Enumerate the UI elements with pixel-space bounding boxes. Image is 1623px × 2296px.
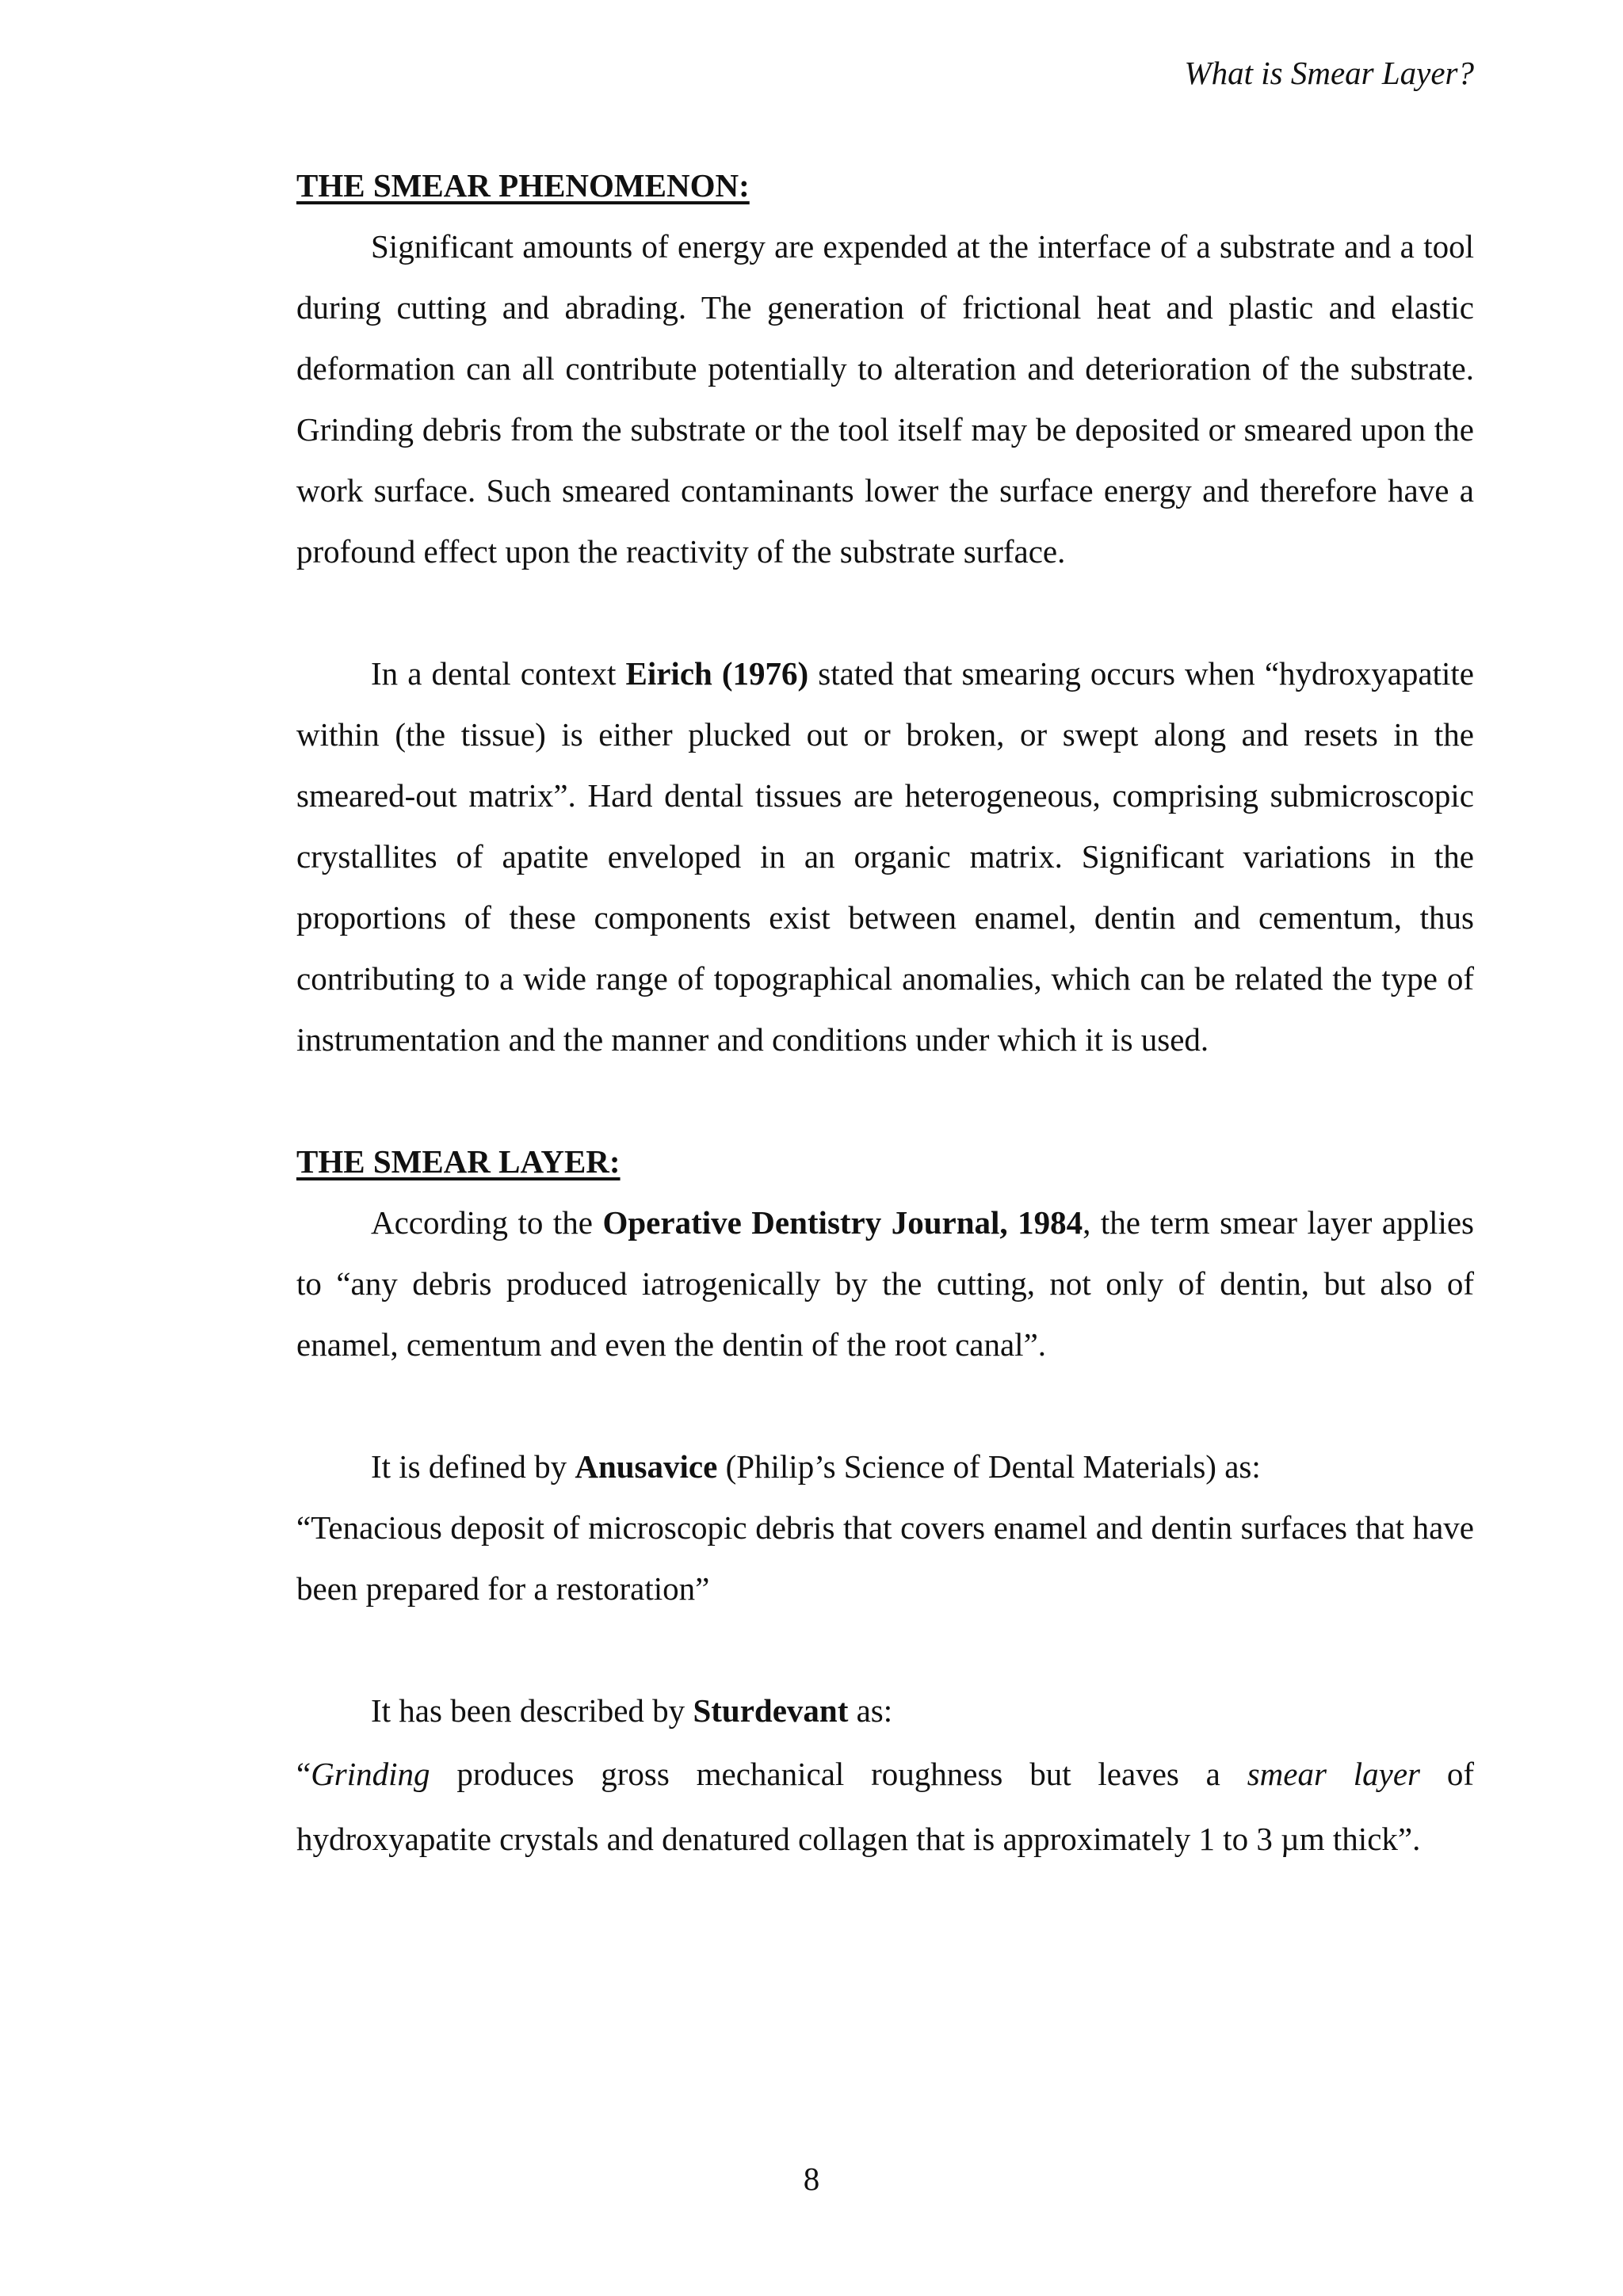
page-number: 8 [803,2161,820,2197]
text-segment: It has been described by [371,1692,693,1729]
text-segment: According to the [371,1204,603,1241]
text-segment: , the term smear layer applies to “any debris produced iatrogenically by the cutting, not only of dentin, but also of enamel, cementum and even the dentin of the root canal”. [296,1204,1475,1363]
quote-anusavice: “Tenacious deposit of microscopic debris that covers enamel and dentin surfaces that have been prepared for a restoration” [296,1509,1474,1607]
running-header: What is Smear Layer? [1184,55,1474,91]
text-segment: stated that smearing occurs when “hydroxyapatite within (the tissue) is either plucked out or broken, or swept along and resets in the smeared-out matrix”. Hard dental tissues are heterogeneous, comprising submicroscopic crystallites of apatite enveloped in an organic matrix. Significant variations in the proportions of these components exist between enamel, dentin and cementum, thus contributing to a wide range of topographical anomalies, which can be related the type of instrumentation and the manner and conditions under which it is used. [296,655,1474,1058]
section-heading-smear-phenomenon: THE SMEAR PHENOMENON: [296,167,750,204]
citation-eirich: Eirich (1976) [625,655,809,692]
text-segment: as: [848,1692,893,1729]
page-body [296,155,1474,1871]
quote-sturdevant [296,1741,1474,1871]
text-segment: produces gross mechanical roughness but leaves a [430,1756,1247,1792]
text-segment: of hydroxyapatite crystals and denatured collagen that is approximately 1 to 3 µm thick”. [296,1756,1474,1857]
section-heading-smear-layer: THE SMEAR LAYER: [296,1143,621,1180]
citation-anusavice: Anusavice [575,1448,718,1485]
italic-grinding: Grinding [311,1756,430,1792]
italic-smear-layer: smear layer [1247,1756,1421,1792]
citation-operative-dentistry: Operative Dentistry Journal, 1984 [602,1204,1083,1241]
paragraph-sturdevant-intro [296,1680,1474,1741]
paragraph-operative-dentistry [296,1192,1474,1375]
text-segment: (Philip’s Science of Dental Materials) as: [717,1448,1261,1485]
text-segment: It is defined by [371,1448,575,1485]
citation-sturdevant: Sturdevant [693,1692,849,1729]
text-segment: “ [296,1756,311,1792]
text-segment: In a dental context [371,655,626,692]
paragraph-eirich [296,643,1474,1070]
paragraph-smear-phenomenon: Significant amounts of energy are expended at the interface of a substrate and a tool during cutting and abrading. The generation of frictional heat and plastic and elastic deformation can all contribute potentially to alteration and deterioration of the substrate. Grinding debris from the substrate or the tool itself may be deposited or smeared upon the work surface. Such smeared contaminants lower the surface energy and therefore have a profound effect upon the reactivity of the substrate surface. [296,228,1474,570]
paragraph-anusavice-intro [296,1436,1474,1497]
